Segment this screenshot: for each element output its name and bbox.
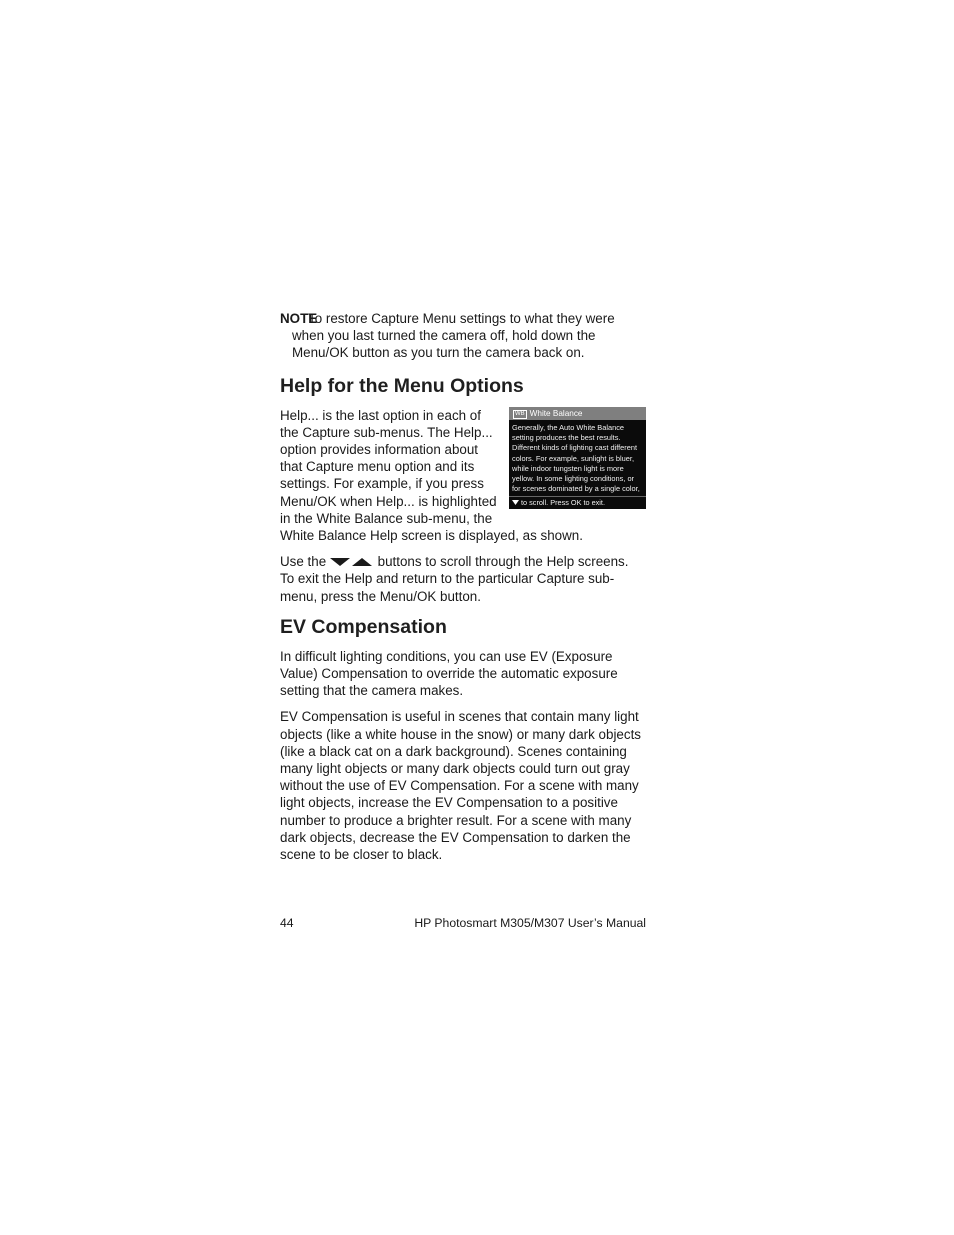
ev-para-2: EV Compensation is useful in scenes that contain many light objects (like a white house in the snow) or many dark objects (like a black cat on a dark background). Scenes containing many light objects or many dark objects could turn out gray without the use of EV Compensation. For a scene with many light objects, increase the EV Compensation to a positive number to produce a brighter result. For a scene with many dark objects, decrease the EV Compensation to darken the scene to be closer to black. <box>280 709 641 863</box>
help-para-1: Help... is the last option in each of the Capture sub-menus. The Help... option provides information about that Capture menu option and its settings. For example, if you press Menu/OK when Help... is highlighted in the White Balance sub-menu, the White Balance Help screen is displayed, as shown. <box>280 407 583 544</box>
ev-heading: EV Compensation <box>280 615 447 638</box>
help-para-2 <box>280 553 646 605</box>
help-para-2-pre: Use the <box>280 554 327 570</box>
down-up-arrow-buttons-icon <box>330 556 374 567</box>
ev-para-1: In difficult lighting conditions, you can use EV (Exposure Value) Compensation to override the automatic exposure setting that the camera makes. <box>280 648 618 699</box>
help-heading: Help for the Menu Options <box>280 374 524 397</box>
manual-title: HP Photosmart M305/M307 User’s Manual <box>414 916 646 930</box>
note-label: NOTE <box>280 311 318 326</box>
help-screen-image <box>509 407 646 509</box>
page-content <box>280 310 646 863</box>
page-number: 44 <box>280 916 294 930</box>
help-screen-body: Generally, the Auto White Balance setting produces the best results. Different kinds of lighting cast different colors. For example, sunlight is bluer, while indoor tungsten light is more yellow. In some lighting conditions, or for scenes dominated by a single color, <box>512 422 640 494</box>
help-screen-footer-text: to scroll. Press OK to exit. <box>521 497 605 507</box>
note-text: To restore Capture Menu settings to what they were when you last turned the camera off, hold down the Menu/OK button as you turn the camera back on. <box>292 311 615 361</box>
note <box>280 310 646 362</box>
scroll-down-arrow-icon <box>512 499 519 506</box>
help-screen-footer <box>509 496 646 509</box>
help-screen-title-bar <box>509 407 646 420</box>
help-para-2-post: buttons to scroll through the Help screens. To exit the Help and return to the particular Capture sub-menu, press the Menu/OK button. <box>280 554 629 604</box>
help-screen-title: White Balance <box>529 408 583 418</box>
white-balance-icon: WB <box>515 410 525 417</box>
